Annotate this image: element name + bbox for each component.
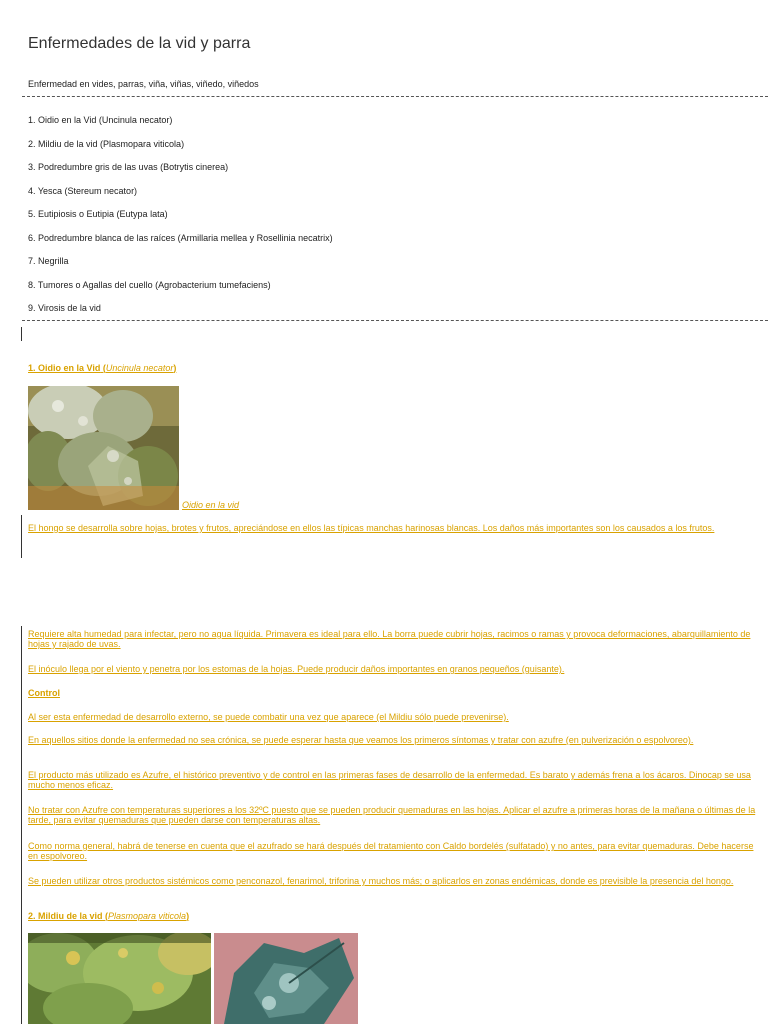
section-latin-name: Uncinula necator — [105, 363, 174, 373]
paragraph[interactable]: El inóculo llega por el viento y penetra por los estomas de la hojas. Puede producir daños importantes en granos pequeños (guisante). — [28, 664, 565, 674]
oidio-leaf-image[interactable] — [28, 386, 179, 510]
vertical-bar — [21, 327, 22, 341]
page-subtitle: Enfermedad en vides, parras, viña, viñas, viñedo, viñedos — [28, 79, 259, 89]
section-heading-oidio[interactable]: 1. Oidio en la Vid (Uncinula necator) — [28, 363, 177, 373]
section-heading-text: 1. Oidio en la Vid — [28, 363, 101, 373]
vertical-bar — [21, 626, 22, 1024]
section-heading-text: 2. Mildiu de la vid — [28, 911, 103, 921]
divider — [22, 320, 768, 321]
toc-item: 8. Tumores o Agallas del cuello (Agrobacterium tumefaciens) — [28, 279, 271, 290]
divider — [22, 96, 768, 97]
section-heading-mildiu[interactable]: 2. Mildiu de la vid (Plasmopara viticola) — [28, 911, 190, 921]
toc-item: 6. Podredumbre blanca de las raíces (Armillaria mellea y Rosellinia necatrix) — [28, 232, 333, 243]
paragraph[interactable]: Se pueden utilizar otros productos sistémicos como penconazol, fenarimol, triforina y muchos más; o aplicarlos en zonas endémicas, donde es previsible la presencia del hongo. — [28, 876, 734, 886]
image-caption[interactable]: Oidio en la vid — [182, 500, 240, 510]
toc-item: 3. Podredumbre gris de las uvas (Botrytis cinerea) — [28, 162, 229, 172]
section-latin-name: Plasmopara viticola — [108, 911, 187, 921]
paragraph[interactable]: El producto más utilizado es Azufre, el histórico preventivo y de control en las primeras fases de desarrollo de la enfermedad. Es barato y además frena a los ácaros. Dinocap se usa mucho menos eficaz. — [28, 770, 751, 790]
toc-item: 4. Yesca (Stereum necator) — [28, 185, 138, 196]
paragraph[interactable]: No tratar con Azufre con temperaturas superiores a los 32ºC puesto que se pueden producir quemaduras en las hojas. Aplicar el azufre a primeras horas de la mañana o últimas de la tarde, para evitar quemaduras que pueden darse con temperaturas altas. — [28, 805, 756, 825]
paragraph[interactable]: En aquellos sitios donde la enfermedad no sea crónica, se puede esperar hasta que veamos los primeros síntomas y tratar con azufre (en pulverización o espolvoreo). — [28, 735, 694, 745]
paragraph[interactable]: Como norma general, habrá de tenerse en cuenta que el azufrado se hará después del tratamiento con Caldo bordelés (sulfatado) y no antes, para evitar quemaduras. Debe hacerse en espolvoreo. — [28, 841, 754, 861]
table-of-contents — [28, 115, 333, 327]
toc-item: 1. Oidio en la Vid (Uncinula necator) — [28, 115, 173, 125]
paragraph[interactable]: Al ser esta enfermedad de desarrollo externo, se puede combatir una vez que aparece (el Mildiu sólo puede prevenirse). — [28, 712, 509, 722]
vertical-bar — [21, 515, 22, 558]
paragraph[interactable]: Requiere alta humedad para infectar, pero no agua líquida. Primavera es ideal para ello. La borra puede cubrir hojas, racimos o ramas y provoca deformaciones, abarquillamiento de hojas y rajado de uvas. — [28, 629, 751, 649]
toc-item: 9. Virosis de la vid — [28, 303, 101, 313]
mildiu-underside-image[interactable] — [214, 933, 358, 1024]
toc-item: 2. Mildiu de la vid (Plasmopara viticola) — [28, 138, 185, 149]
toc-item: 5. Eutipiosis o Eutipia (Eutypa lata) — [28, 209, 168, 219]
toc-item: 7. Negrilla — [28, 256, 69, 266]
mildiu-leaf-image[interactable] — [28, 933, 211, 1024]
page-title: Enfermedades de la vid y parra — [28, 35, 251, 52]
control-heading[interactable]: Control — [28, 688, 60, 698]
paragraph[interactable]: El hongo se desarrolla sobre hojas, brotes y frutos, apreciándose en ellos las típicas manchas harinosas blancas. Los daños más importantes son los causados a los frutos. — [28, 523, 715, 533]
